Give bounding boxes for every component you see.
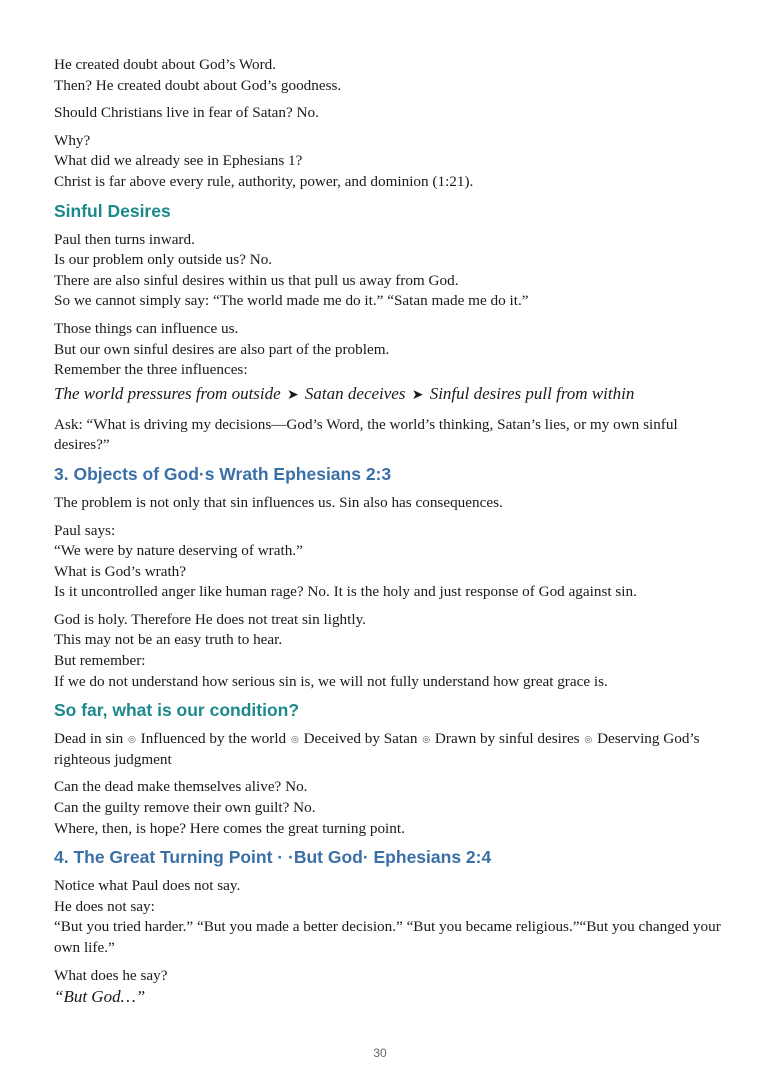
- paragraph: The problem is not only that sin influences us. Sin also has consequences.: [54, 493, 503, 511]
- text-line: But our own sinful desires are also part of the problem.: [54, 340, 390, 358]
- text-line: This may not be an easy truth to hear.: [54, 631, 283, 649]
- influence-desires: Sinful desires pull from within: [429, 383, 635, 403]
- text-line: Should Christians live in fear of Satan? No.: [54, 104, 319, 122]
- condition-item: Dead in sin: [54, 730, 124, 748]
- text-line: Those things can influence us.: [54, 319, 239, 337]
- page-number: 30: [373, 1046, 387, 1060]
- text-line: Paul then turns inward.: [54, 230, 195, 248]
- text-line: Can the dead make themselves alive? No.: [54, 778, 308, 796]
- paragraph: [54, 876, 724, 958]
- text-line: Then? He created doubt about God’s goodness.: [54, 76, 342, 94]
- text-line: Can the guilty remove their own guilt? No.: [54, 799, 316, 817]
- influence-satan: Satan deceives: [304, 383, 406, 403]
- section-heading-wrath: 3. Objects of God·s Wrath Ephesians 2:3: [54, 463, 392, 484]
- paragraph: [54, 131, 724, 193]
- text-line: God is holy. Therefore He does not treat sin lightly.: [54, 610, 366, 628]
- paragraph: [54, 521, 724, 603]
- paragraph: [54, 103, 724, 124]
- text-line: Is our problem only outside us? No.: [54, 251, 273, 269]
- paragraph: [54, 777, 724, 839]
- text-line: Why?: [54, 131, 91, 149]
- text-line: Notice what Paul does not say.: [54, 877, 241, 895]
- text-line: He created doubt about God’s Word.: [54, 56, 277, 73]
- text-line: So we cannot simply say: “The world made me do it.” “Satan made me do it.”: [54, 292, 529, 310]
- text-line: But remember:: [54, 652, 146, 670]
- text-line: Paul says:: [54, 521, 116, 539]
- text-line: Where, then, is hope? Here comes the great turning point.: [54, 819, 405, 837]
- text-line: He does not say:: [54, 897, 155, 915]
- condition-item: Drawn by sinful desires: [434, 730, 580, 748]
- paragraph: [54, 319, 724, 381]
- but-god-quote: “But God…”: [54, 987, 146, 1007]
- text-line: Remember the three influences:: [54, 361, 248, 379]
- ask-paragraph: Ask: “What is driving my decisions—God’s Word, the world’s thinking, Satan’s lies, or my own sinful desires?”: [54, 415, 678, 454]
- text-line: What is God’s wrath?: [54, 562, 187, 580]
- three-influences-line: [54, 382, 724, 407]
- circle-separator-icon: ◎: [422, 734, 431, 745]
- paragraph: [54, 610, 724, 692]
- circle-separator-icon: ◎: [127, 734, 136, 745]
- text-line: What does he say?: [54, 966, 168, 984]
- text-line: Is it uncontrolled anger like human rage? No. It is the holy and just response of God against sin.: [54, 583, 637, 601]
- arrow-icon: ➤: [411, 387, 424, 403]
- condition-item: Deserving God’s righteous judgment: [54, 730, 700, 768]
- section-heading-sinful-desires: Sinful Desires: [54, 200, 171, 221]
- circle-separator-icon: ◎: [290, 734, 299, 745]
- circle-separator-icon: ◎: [584, 734, 593, 745]
- text-line: Christ is far above every rule, authority, power, and dominion (1:21).: [54, 172, 474, 190]
- text-line: If we do not understand how serious sin is, we will not fully understand how great grace is.: [54, 672, 608, 690]
- arrow-icon: ➤: [286, 387, 299, 403]
- influence-world: The world pressures from outside: [54, 383, 281, 403]
- text-line: There are also sinful desires within us that pull us away from God.: [54, 271, 459, 289]
- text-line: “We were by nature deserving of wrath.”: [54, 542, 303, 560]
- paragraph: [54, 966, 724, 1009]
- condition-list: [54, 729, 724, 770]
- page-content: [54, 55, 724, 1015]
- text-line: “But you tried harder.” “But you made a better decision.” “But you became religious.”“But you changed your own life.”: [54, 918, 721, 956]
- paragraph: [54, 230, 724, 312]
- text-line: What did we already see in Ephesians 1?: [54, 152, 303, 170]
- condition-item: Influenced by the world: [140, 730, 287, 748]
- paragraph: [54, 55, 724, 96]
- section-heading-turning-point: 4. The Great Turning Point · ·But God· Ephesians 2:4: [54, 847, 492, 868]
- section-heading-condition: So far, what is our condition?: [54, 700, 300, 721]
- condition-item: Deceived by Satan: [303, 730, 418, 748]
